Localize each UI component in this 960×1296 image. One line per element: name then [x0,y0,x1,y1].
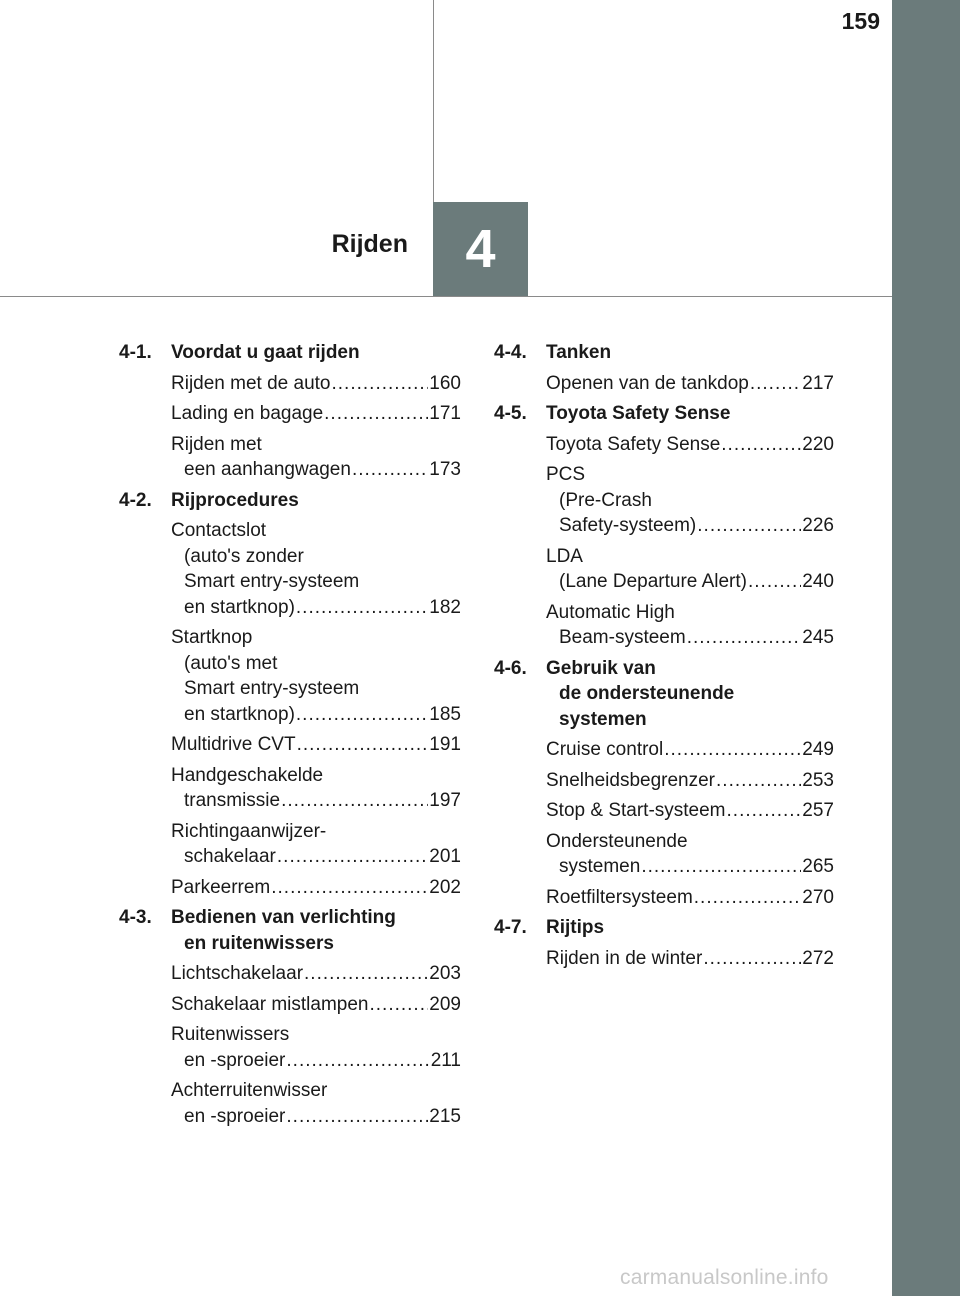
toc-section [119,488,461,901]
dot-leader [703,946,801,972]
section-number: 4-1. [119,342,152,363]
entry-page-number: 191 [429,734,461,755]
section-heading[interactable] [119,340,461,366]
entry-page-number: 215 [429,1105,461,1127]
chapter-number-box: 4 [433,202,528,296]
entry-page-number: 182 [429,596,461,618]
dot-leader [296,702,428,728]
section-title-line: Toyota Safety Sense [546,403,731,424]
entry-text-line: transmissie [184,790,281,811]
entry-page-number: 211 [430,1049,461,1071]
section-title-line: Voordat u gaat rijden [171,342,360,363]
toc-right-column [494,340,834,976]
entry-page-number: 257 [802,800,834,821]
entry-page-number: 265 [802,856,834,877]
entry-last-line [546,798,834,824]
dot-leader [369,992,428,1018]
entry-text-line: en startknop) [184,596,295,618]
section-heading[interactable] [494,915,834,941]
entry-last-line [171,1048,461,1074]
toc-section [119,905,461,1129]
section-title-line: Rijtips [546,917,605,938]
entry-text-line: Ruitenwissers [171,1024,290,1045]
toc-entry[interactable] [171,625,461,727]
section-number: 4-6. [494,657,527,679]
section-title-line: Tanken [546,342,612,363]
section-heading[interactable] [119,488,461,514]
entry-text-line: Rijden in de winter [546,947,703,969]
entry-last-line [546,513,834,539]
entry-text-line: Openen van de tankdop [546,372,749,394]
entry-text-line: PCS [546,464,586,485]
toc-section [494,656,834,911]
toc-entry[interactable] [546,600,834,651]
entry-page-number: 171 [429,403,461,424]
entry-page-number: 220 [802,433,834,455]
entry-text-line: en -sproeier [184,1105,286,1127]
entry-text-line: Cruise control [546,739,664,760]
entry-text-line: (Pre-Crash [559,489,652,511]
entry-last-line [171,961,461,987]
entry-text-line: Smart entry-systeem [184,571,360,592]
entry-last-line [546,737,834,763]
dot-leader [687,625,802,651]
entry-last-line [546,625,834,651]
dot-leader [286,1104,428,1130]
dot-leader [697,513,801,539]
section-title [171,905,461,956]
entry-page-number: 197 [429,790,461,811]
horizontal-divider [0,296,892,297]
entry-text-line: Lichtschakelaar [171,963,304,984]
section-title-line: Gebruik van [546,657,656,679]
entry-text-line: Beam-systeem [559,627,686,648]
entry-page-number: 249 [802,739,834,760]
toc-entry[interactable] [546,946,834,972]
toc-section [494,401,834,651]
section-title [546,656,834,733]
entry-last-line [171,371,461,397]
section-title-line: de ondersteunende [559,683,735,704]
section-title [546,401,834,427]
dot-leader [748,569,801,595]
entry-text-line: (Lane Departure Alert) [559,571,747,592]
section-number: 4-7. [494,917,527,938]
section-title [546,915,834,941]
entry-text-line: LDA [546,545,583,567]
dot-leader [324,401,428,427]
toc-entry[interactable] [171,518,461,620]
dot-leader [716,768,801,794]
entry-text-line: Ondersteunende [546,830,688,852]
entry-text-line: Safety-systeem) [559,515,697,536]
dot-leader [277,844,428,870]
entry-text-line: Handgeschakelde [171,764,324,786]
dot-leader [296,595,428,621]
toc-section [119,340,461,483]
entry-page-number: 240 [802,571,834,592]
entry-page-number: 203 [429,963,461,984]
section-title-line: Bedienen van verlichting [171,907,396,928]
toc-entry[interactable] [171,1078,461,1129]
toc-entry[interactable] [546,885,834,911]
toc-entry[interactable] [171,732,461,758]
toc-entry[interactable] [546,371,834,397]
toc-entry[interactable] [546,432,834,458]
entry-page-number: 272 [802,947,834,969]
entry-text-line: Roetfiltersysteem [546,886,693,908]
toc-entry[interactable] [171,401,461,427]
dot-leader [352,457,428,483]
entry-page-number: 209 [429,993,461,1015]
entry-page-number: 201 [429,846,461,867]
dot-leader [721,432,801,458]
entry-text-line: Toyota Safety Sense [546,433,721,455]
entry-last-line [171,702,461,728]
toc-entry[interactable] [171,992,461,1018]
toc-left-column [119,340,461,1134]
entry-last-line [546,885,834,911]
entry-page-number: 173 [429,459,461,480]
toc-entry[interactable] [171,763,461,814]
dot-leader [694,885,802,911]
chapter-title: Rijden [331,230,408,258]
toc-entry[interactable] [546,798,834,824]
entry-page-number: 217 [802,372,834,394]
entry-last-line [546,371,834,397]
toc-entry[interactable] [171,819,461,870]
section-number: 4-4. [494,342,527,363]
dot-leader [664,737,801,763]
dot-leader [286,1048,429,1074]
entry-page-number: 270 [802,886,834,908]
entry-page-number: 202 [429,876,461,898]
entry-text-line: Rijden met [171,433,262,455]
entry-last-line [171,788,461,814]
section-title-line: systemen [559,708,647,730]
entry-last-line [546,946,834,972]
dot-leader [271,875,428,901]
toc-entry[interactable] [546,768,834,794]
vertical-divider [433,0,434,202]
entry-text-line: Rijden met de auto [171,372,331,394]
entry-page-number: 253 [802,769,834,791]
watermark: carmanualsonline.info [620,1266,829,1289]
entry-last-line [171,844,461,870]
section-title-line: en ruitenwissers [184,932,334,954]
entry-page-number: 160 [429,372,461,394]
section-heading[interactable] [494,340,834,366]
entry-page-number: 226 [802,515,834,536]
entry-text-line: systemen [559,856,641,877]
toc-entry[interactable] [546,829,834,880]
entry-last-line [546,569,834,595]
entry-text-line: Smart entry-systeem [184,678,360,699]
entry-last-line [171,457,461,483]
dot-leader [297,732,429,758]
entry-text-line: schakelaar [184,846,276,867]
entry-text-line: Richtingaanwijzer- [171,820,327,842]
section-number: 4-5. [494,403,527,424]
toc-entry[interactable] [171,371,461,397]
entry-last-line [546,854,834,880]
entry-text-line: Lading en bagage [171,403,324,424]
entry-page-number: 185 [429,703,461,725]
entry-text-line: Stop & Start-systeem [546,800,726,821]
entry-text-line: Contactslot [171,520,267,541]
page-number: 159 [841,8,880,34]
toc-entry[interactable] [546,462,834,539]
entry-page-number: 245 [802,627,834,648]
entry-last-line [171,875,461,901]
entry-text-line: Schakelaar mistlampen [171,993,369,1015]
entry-text-line: Snelheidsbegrenzer [546,769,716,791]
section-heading[interactable] [494,656,834,733]
entry-last-line [171,732,461,758]
toc-entry[interactable] [171,432,461,483]
toc-entry[interactable] [546,544,834,595]
toc-entry[interactable] [171,875,461,901]
entry-text-line: en startknop) [184,703,295,725]
entry-last-line [546,432,834,458]
entry-text-line: Multidrive CVT [171,734,296,755]
entry-text-line: Automatic High [546,601,675,623]
toc-entry[interactable] [171,961,461,987]
dot-leader [750,371,801,397]
section-title [171,488,461,514]
toc-entry[interactable] [546,737,834,763]
section-title [546,340,834,366]
chapter-side-tab [892,0,960,1296]
dot-leader [281,788,428,814]
entry-last-line [546,768,834,794]
section-heading[interactable] [119,905,461,956]
section-number: 4-2. [119,489,152,511]
entry-text-line: Parkeerrem [171,876,271,898]
section-heading[interactable] [494,401,834,427]
entry-text-line: en -sproeier [184,1049,286,1071]
dot-leader [332,371,429,397]
dot-leader [304,961,428,987]
entry-last-line [171,1104,461,1130]
dot-leader [641,854,801,880]
toc-entry[interactable] [171,1022,461,1073]
section-title-line: Rijprocedures [171,489,299,511]
dot-leader [727,798,802,824]
entry-text-line: een aanhangwagen [184,459,351,480]
entry-text-line: (auto's met [184,652,278,674]
entry-text-line: Startknop [171,627,253,648]
entry-text-line: Achterruitenwisser [171,1080,328,1101]
entry-last-line [171,401,461,427]
section-title [171,340,461,366]
section-number: 4-3. [119,907,152,928]
entry-last-line [171,992,461,1018]
toc-section [494,340,834,396]
entry-text-line: (auto's zonder [184,545,304,567]
entry-last-line [171,595,461,621]
toc-section [494,915,834,971]
